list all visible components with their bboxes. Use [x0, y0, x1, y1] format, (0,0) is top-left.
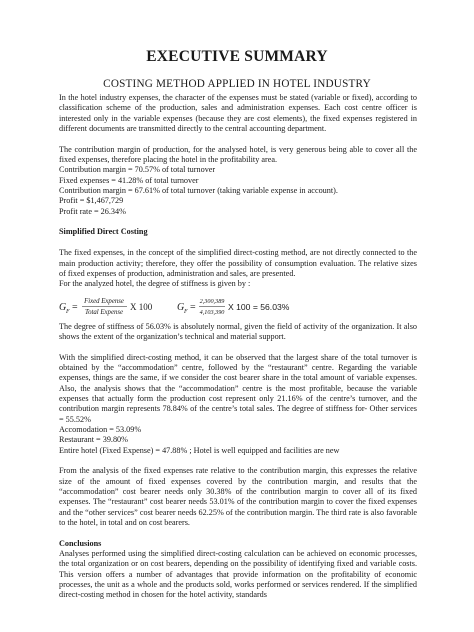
document-body	[59, 93, 417, 601]
ratio-paragraph: From the analysis of the fixed expenses rate relative to the contribution margin, this expresses the relative size of the amount of fixed expenses covered by the contribution margin, and results that the “accommodation” cost bearer needs only 30.38% of the contribution margin to cover all of its fixed expenses. The “restaurant” cost bearer needs 53.01% of the contribution margin to cover the fixed expenses and the “other services” cost bearer needs 62.25% of the contribution margin. The third rate is also favorable to the hotel, in total and on cost bearers.	[59, 466, 417, 528]
conclusions-paragraph: Analyses performed using the simplified direct-costing calculation can be achieved on economic processes, the total organization or on cost bearers, depending on the possibility of identifying fixed and variable costs. This version offers a number of advantages that provide information on the profitability of economic processes, the unit as a whole and the products sold, works performed or services rendered. If the simplified direct-costing method in chosen for the hotel activity, standards	[59, 549, 417, 600]
svg-text:G: G	[177, 301, 185, 313]
intro-paragraph: In the hotel industry expenses, the character of the expenses must be stated (variable or fixed), according to classification scheme of the production, sales and administration expenses. Each cost centre officer is interested only in the variable expenses (because they are cost elements), the fixed expenses registered in different documents are transmitted directly to the central accounting department.	[59, 93, 417, 134]
metric-line: Profit rate = 26.34%	[59, 206, 126, 216]
svg-text:F: F	[184, 308, 188, 315]
page-subtitle: COSTING METHOD APPLIED IN HOTEL INDUSTRY	[103, 78, 371, 90]
metric-line: Contribution margin = 70.57% of total turnover	[59, 165, 216, 175]
stiffness-intro: For the analyzed hotel, the degree of stiffness is given by :	[59, 279, 251, 289]
stiffness-result: The degree of stiffness of 56.03% is absolutely normal, given the field of activity of the organization. It also shows the extent of the organization’s technical and material support.	[59, 321, 417, 341]
degree-line: Entire hotel (Fixed Expense) = 47.88% ; Hotel is well equipped and facilities are new	[59, 445, 340, 455]
section-paragraph: The fixed expenses, in the concept of the simplified direct-costing method, are not directly connected to the main production activity; therefore, they offer the possibility of consumption evaluation. The relative sizes of fixed expenses of production, administration and sales, are presented.	[59, 248, 417, 278]
svg-text:Total Expense: Total Expense	[84, 308, 124, 316]
analysis-paragraph: With the simplified direct-costing method, it can be observed that the largest share of the total turnover is obtained by the “accommodation” centre, followed by the “restaurant” centre. Regarding the variable expenses, things are the same, if we consider the cost bearer share in the total amount of variable expenses. Also, the analysis shows that the “accommodation” centre is the most profitable, because the variable expenses that actually form the production cost represent only 21.16% of the centre’s turnover, and the contribution margin represents 78.84% of the centre’s total sales. The degree of stiffness for- Other services = 55.52%	[59, 352, 417, 424]
svg-text:F: F	[66, 308, 70, 315]
metric-line: Profit = $1,467,729	[59, 196, 124, 206]
formula-applied	[177, 294, 307, 320]
margin-paragraph: The contribution margin of production, for the analysed hotel, is very generous being able to cover all the fixed expenses, therefore placing the hotel in the profitability area.	[59, 144, 417, 165]
formula-general	[59, 294, 169, 320]
metric-line: Fixed expenses = 41.28% of total turnover	[59, 175, 199, 185]
stiffness-formula	[59, 292, 417, 322]
degree-line: Accomodation = 53.09%	[59, 424, 142, 434]
page-title: EXECUTIVE SUMMARY	[146, 48, 328, 65]
svg-text:G: G	[59, 301, 67, 313]
svg-text:=: =	[190, 301, 196, 313]
svg-text:=: =	[72, 301, 78, 313]
degree-line: Restaurant = 39.80%	[59, 435, 128, 445]
section-heading-simplified-direct-costing: Simplified Direct Costing	[59, 227, 148, 237]
svg-text:2,300,389: 2,300,389	[199, 297, 225, 305]
svg-text:Fixed Expense: Fixed Expense	[84, 297, 124, 305]
svg-text:4,103,390: 4,103,390	[199, 308, 225, 316]
svg-text:X 100 = 56.03%: X 100 = 56.03%	[228, 301, 290, 312]
section-heading-conclusions: Conclusions	[59, 538, 102, 548]
svg-text:X 100: X 100	[130, 301, 153, 312]
metric-line: Contribution margin = 67.61% of total turnover (taking variable expense in account).	[59, 186, 338, 196]
